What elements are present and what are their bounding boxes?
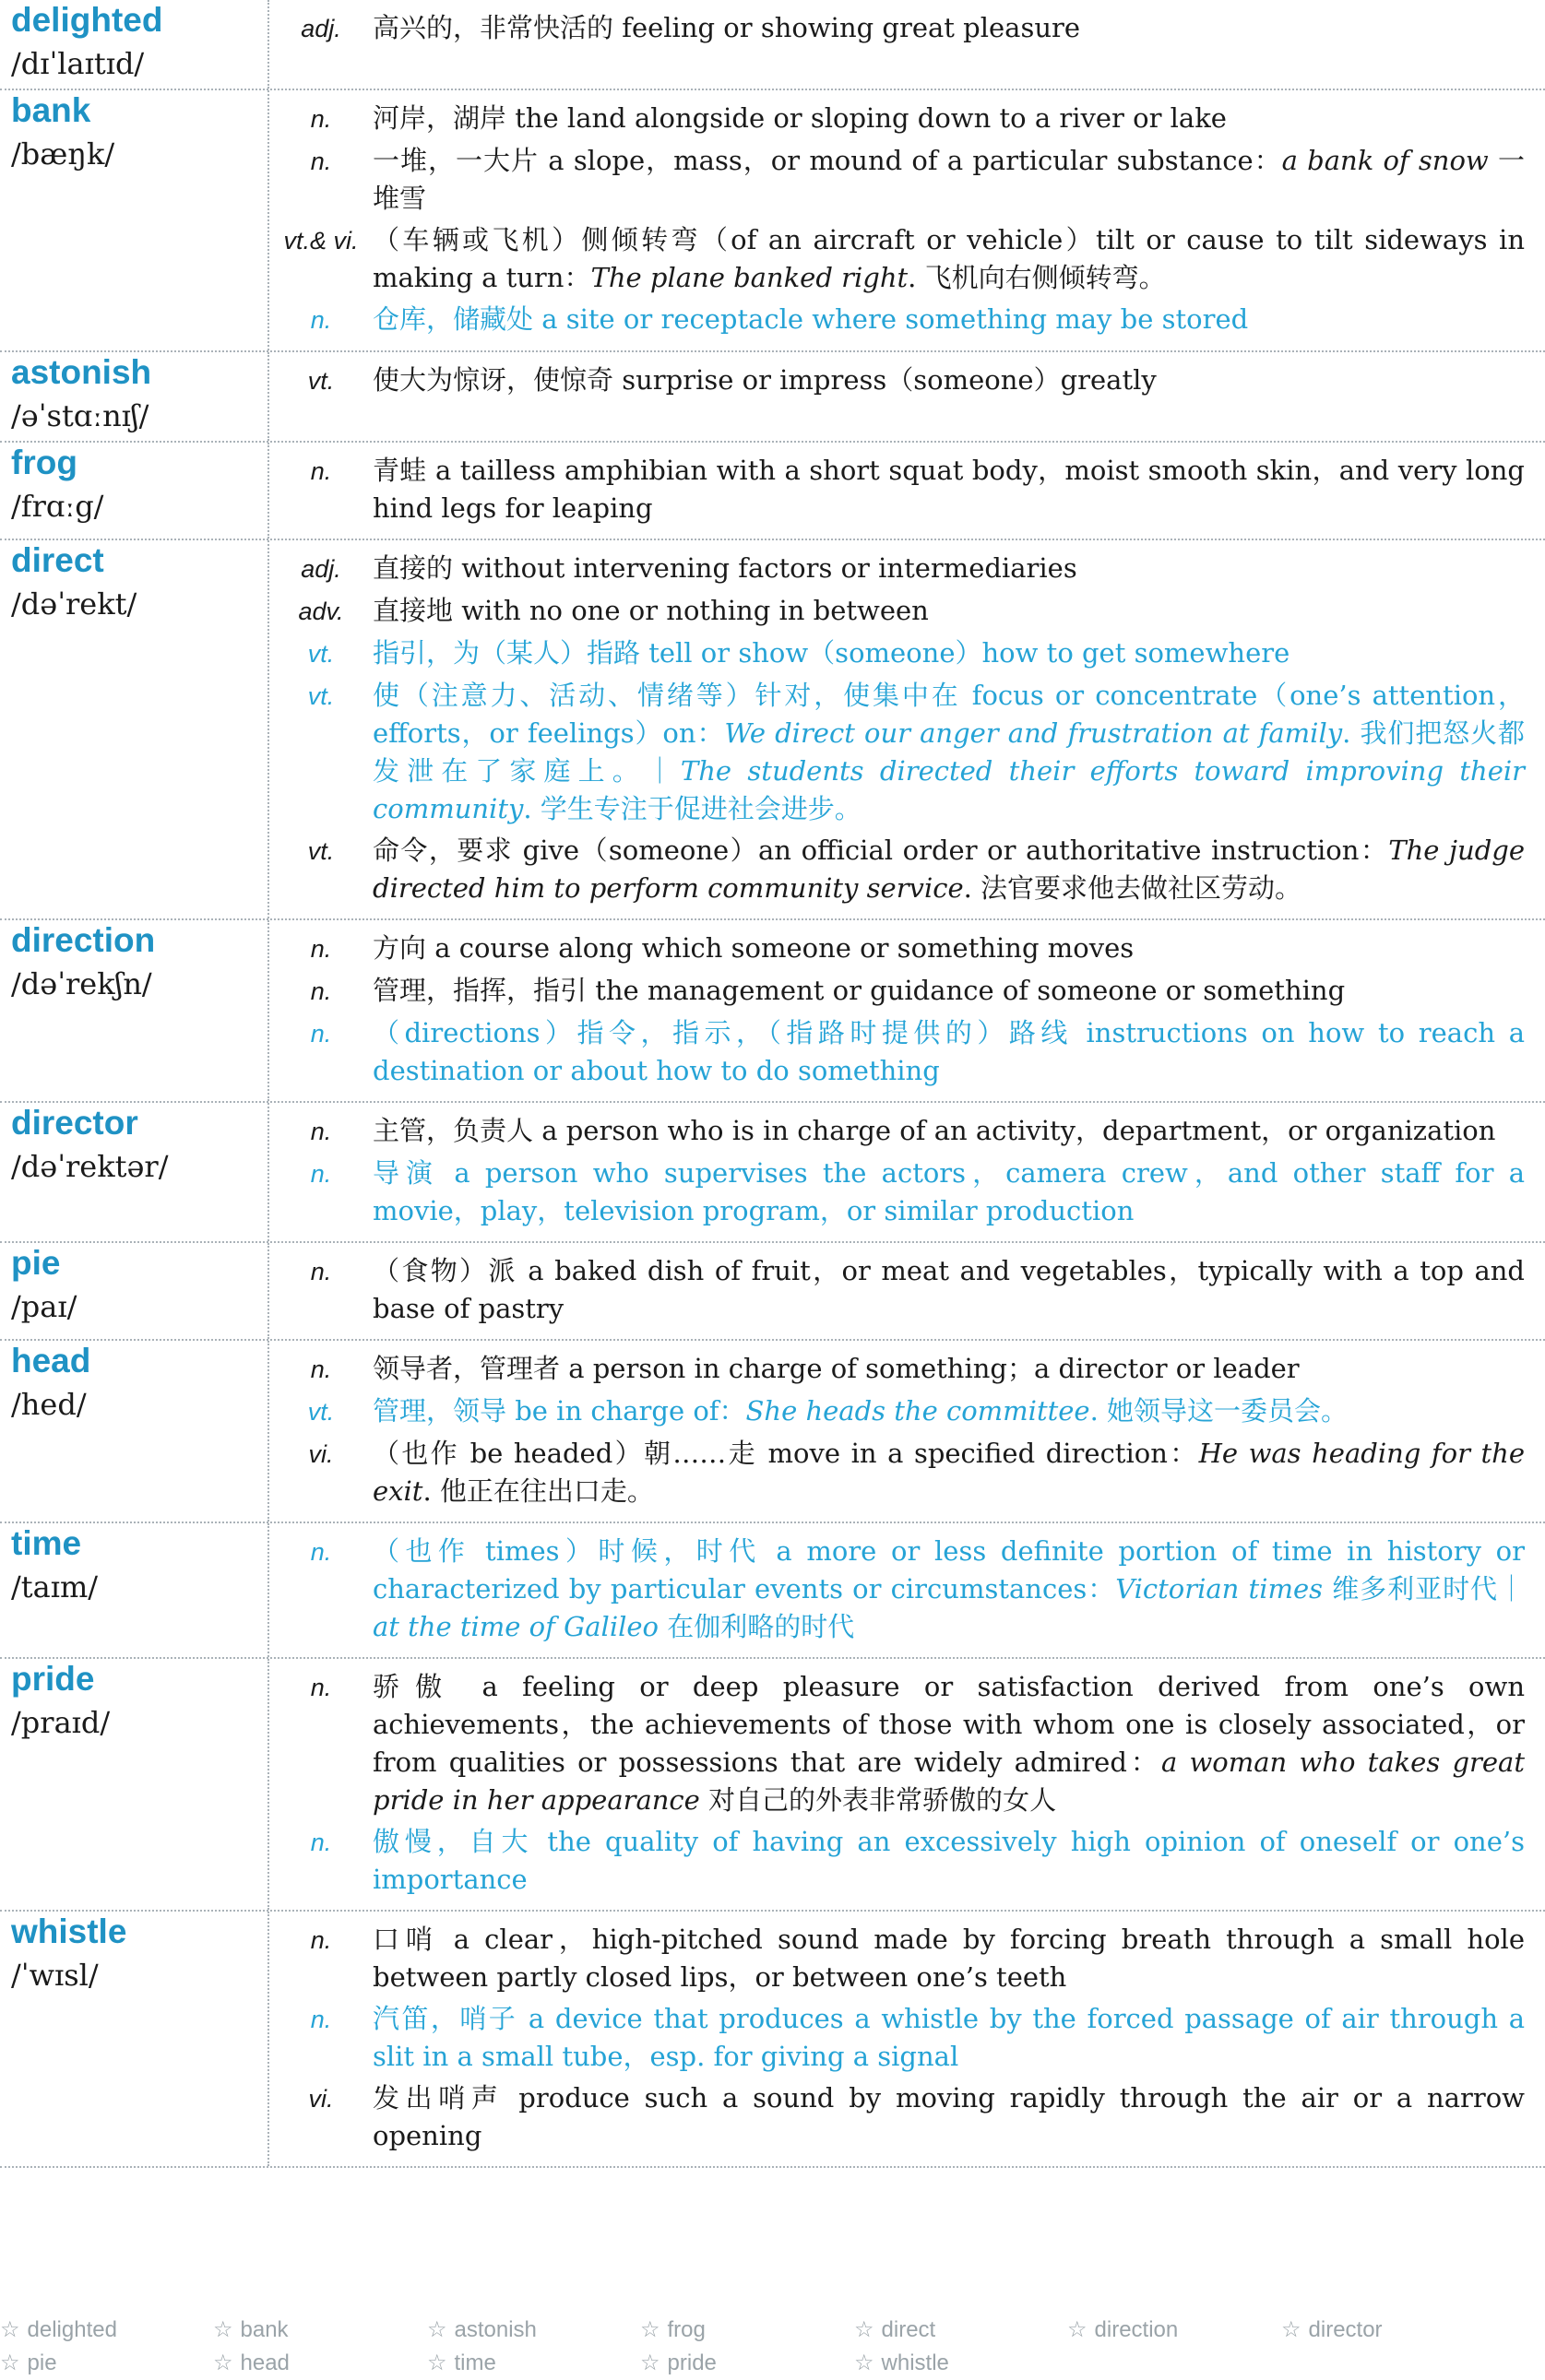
sense bbox=[269, 930, 1525, 968]
headword-column bbox=[0, 1659, 269, 1910]
definition-text: 高兴的，非常快活的 feeling or showing great pleasure bbox=[373, 12, 1081, 43]
definition bbox=[373, 301, 1525, 339]
pronunciation: /taɪm/ bbox=[11, 1569, 99, 1604]
entry-director bbox=[0, 1103, 1545, 1243]
checklist-word: director bbox=[1308, 2317, 1383, 2342]
part-of-speech: n. bbox=[310, 148, 332, 175]
definition-text: 维多利亚时代｜ bbox=[1323, 1573, 1526, 1604]
headword: pride bbox=[11, 1660, 95, 1698]
sense bbox=[269, 221, 1525, 297]
checklist-item-pride[interactable] bbox=[640, 2350, 717, 2376]
definition bbox=[373, 1154, 1525, 1230]
checklist-word: direction bbox=[1094, 2317, 1179, 2342]
senses-column bbox=[269, 1243, 1545, 1339]
definition-text: 方向 a course along which someone or something moves bbox=[373, 932, 1135, 964]
star-icon[interactable]: ☆ bbox=[0, 2317, 20, 2342]
checklist-item-director[interactable] bbox=[1281, 2316, 1383, 2343]
definition-text: 导演 a person who supervises the actors，camera crew，and other staff for a movie，play，television program，or similar production bbox=[373, 1157, 1525, 1226]
definition bbox=[373, 1392, 1525, 1431]
definition-text: 傲慢，自大 the quality of having an excessively high opinion of oneself or one’s importance bbox=[373, 1826, 1525, 1895]
part-of-speech: adj. bbox=[301, 15, 341, 42]
part-of-speech: n. bbox=[310, 2006, 332, 2033]
headword: direct bbox=[11, 541, 104, 579]
definition bbox=[373, 1533, 1525, 1646]
part-of-speech: n. bbox=[310, 935, 332, 963]
part-of-speech: n. bbox=[310, 457, 332, 485]
headword-column bbox=[0, 920, 269, 1101]
headword-column bbox=[0, 1912, 269, 2166]
review-checklist bbox=[0, 2316, 1545, 2380]
sense bbox=[269, 301, 1525, 339]
part-of-speech: adv. bbox=[298, 598, 344, 625]
headword: delighted bbox=[11, 1, 163, 39]
definition-text: 口哨 a clear，high-pitched sound made by forcing breath through a small hole between partly closed lips，or between one’s teeth bbox=[373, 1924, 1525, 1993]
definition-text: （车辆或飞机）侧倾转弯（of an aircraft or vehicle）tilt or cause to tilt sideways in making a turn： bbox=[373, 224, 1525, 293]
definition bbox=[373, 1921, 1525, 1996]
definition-text: 命令，要求 give（someone）an official order or authoritative instruction： bbox=[373, 835, 1389, 866]
sense bbox=[269, 100, 1525, 138]
checklist-item-frog[interactable] bbox=[640, 2316, 706, 2343]
senses-column bbox=[269, 0, 1545, 89]
entry-pride bbox=[0, 1659, 1545, 1912]
definition bbox=[373, 100, 1525, 138]
part-of-speech: vt. bbox=[307, 367, 335, 395]
definition bbox=[373, 2079, 1525, 2155]
entry-frog bbox=[0, 443, 1545, 540]
definition-text: 对自己的外表非常骄傲的女人 bbox=[699, 1784, 1057, 1816]
definition bbox=[373, 1112, 1525, 1151]
senses-column bbox=[269, 352, 1545, 441]
example-sentence: The plane banked right bbox=[590, 262, 909, 293]
part-of-speech: n. bbox=[310, 105, 332, 133]
sense bbox=[269, 550, 1525, 588]
definition bbox=[373, 142, 1525, 218]
headword-column bbox=[0, 443, 269, 539]
definition bbox=[373, 361, 1525, 400]
example-sentence: a bank of snow bbox=[1281, 145, 1489, 176]
checklist-word: pie bbox=[27, 2350, 57, 2375]
pronunciation: /praɪd/ bbox=[11, 1705, 111, 1740]
star-icon[interactable]: ☆ bbox=[854, 2317, 874, 2342]
part-of-speech: n. bbox=[310, 1356, 332, 1383]
part-of-speech: n. bbox=[310, 1118, 332, 1145]
definition-text: 在伽利略的时代 bbox=[659, 1611, 855, 1642]
senses-column bbox=[269, 920, 1545, 1101]
entry-head bbox=[0, 1341, 1545, 1523]
pronunciation: /dɪˈlaɪtɪd/ bbox=[11, 46, 145, 81]
definition-text: 使（注意力、活动、情绪等）针对，使集中在 focus or concentrate（one’s attention，efforts，or feelings）on： bbox=[373, 680, 1525, 749]
star-icon[interactable]: ☆ bbox=[854, 2350, 874, 2375]
definition-text: 仓库，储藏处 a site or receptacle where something may be stored bbox=[373, 303, 1249, 335]
entry-pie bbox=[0, 1243, 1545, 1341]
definition bbox=[373, 1252, 1525, 1328]
definition-text: 青蛙 a tailless amphibian with a short squat body，moist smooth skin，and very long hind legs for leaping bbox=[373, 455, 1525, 524]
senses-column bbox=[269, 90, 1545, 350]
definition-text: . 学生专注于促进社会进步。 bbox=[523, 793, 862, 824]
entry-direct bbox=[0, 540, 1545, 920]
definition-text: 发出哨声 produce such a sound by moving rapidly through the air or a narrow opening bbox=[373, 2082, 1525, 2151]
checklist-word: time bbox=[454, 2350, 496, 2375]
sense bbox=[269, 972, 1525, 1011]
definition-text: . 他正在往出口走。 bbox=[422, 1475, 654, 1507]
sense bbox=[269, 1533, 1525, 1646]
definition bbox=[373, 1668, 1525, 1819]
headword: astonish bbox=[11, 353, 152, 391]
definition-text: （也作 be headed）朝……走 move in a specified direction： bbox=[373, 1438, 1199, 1469]
definition-text: . 我们把怒火都发泄在了家庭上。｜ bbox=[373, 717, 1525, 787]
checklist-word: astonish bbox=[454, 2317, 537, 2342]
definition-text: 主管，负责人 a person who is in charge of an activity，department，or organization bbox=[373, 1115, 1496, 1146]
definition bbox=[373, 1350, 1525, 1389]
definition bbox=[373, 221, 1525, 297]
senses-column bbox=[269, 1523, 1545, 1657]
definition-text: 使大为惊讶，使惊奇 surprise or impress（someone）greatly bbox=[373, 364, 1157, 396]
example-sentence: We direct our anger and frustration at family bbox=[724, 717, 1343, 749]
definition bbox=[373, 550, 1525, 588]
pronunciation: /əˈstɑːnɪʃ/ bbox=[11, 398, 149, 433]
headword: whistle bbox=[11, 1912, 127, 1950]
part-of-speech: n. bbox=[310, 1020, 332, 1048]
pronunciation: /bæŋk/ bbox=[11, 136, 115, 172]
part-of-speech: vi. bbox=[308, 1440, 334, 1468]
definition-text: 一堆，一大片 a slope，mass，or mound of a particular substance： bbox=[373, 145, 1282, 176]
definition bbox=[373, 1823, 1525, 1899]
star-icon[interactable]: ☆ bbox=[427, 2350, 447, 2375]
entry-direction bbox=[0, 920, 1545, 1103]
definition bbox=[373, 832, 1525, 907]
example-sentence: at the time of Galileo bbox=[373, 1611, 659, 1642]
example-sentence: He was heading for the exit bbox=[373, 1438, 1525, 1507]
sense bbox=[269, 1350, 1525, 1389]
part-of-speech: n. bbox=[310, 1829, 332, 1856]
checklist-word: pride bbox=[667, 2350, 717, 2375]
example-sentence: The judge directed him to perform community service bbox=[373, 835, 1526, 904]
definition-text: 管理，领导 be in charge of： bbox=[373, 1395, 746, 1427]
pronunciation: /paɪ/ bbox=[11, 1289, 77, 1324]
senses-column bbox=[269, 540, 1545, 918]
sense bbox=[269, 361, 1525, 400]
entry-astonish bbox=[0, 352, 1545, 443]
definition bbox=[373, 2000, 1525, 2076]
pronunciation: /hed/ bbox=[11, 1387, 87, 1422]
checklist-item-bank[interactable] bbox=[213, 2316, 289, 2343]
part-of-speech: n. bbox=[310, 1674, 332, 1701]
definition bbox=[373, 452, 1525, 527]
headword-column bbox=[0, 1341, 269, 1522]
sense bbox=[269, 1154, 1525, 1230]
sense bbox=[269, 1252, 1525, 1328]
senses-column bbox=[269, 1659, 1545, 1910]
senses-column bbox=[269, 1103, 1545, 1241]
part-of-speech: n. bbox=[310, 1258, 332, 1285]
entry-delighted bbox=[0, 0, 1545, 90]
checklist-word: delighted bbox=[27, 2317, 117, 2342]
part-of-speech: vt. bbox=[307, 1398, 335, 1426]
definition-text: 指引，为（某人）指路 tell or show（someone）how to get somewhere bbox=[373, 637, 1290, 669]
definition-text: 河岸，湖岸 the land alongside or sloping down to a river or lake bbox=[373, 102, 1227, 134]
part-of-speech: vt. bbox=[307, 682, 335, 710]
senses-column bbox=[269, 1912, 1545, 2166]
checklist-word: frog bbox=[667, 2317, 706, 2342]
headword: pie bbox=[11, 1244, 61, 1282]
headword-column bbox=[0, 352, 269, 441]
definition-text: （食物）派 a baked dish of fruit，or meat and vegetables，typically with a top and base of pastry bbox=[373, 1255, 1525, 1324]
headword: bank bbox=[11, 91, 91, 129]
definition bbox=[373, 634, 1525, 673]
headword: director bbox=[11, 1104, 138, 1142]
sense bbox=[269, 1112, 1525, 1151]
checklist-item-head[interactable] bbox=[213, 2350, 290, 2376]
sense bbox=[269, 142, 1525, 218]
definition-text: 汽笛，哨子 a device that produces a whistle by the forced passage of air through a slit in a small tube，esp. for giving a signal bbox=[373, 2003, 1525, 2072]
part-of-speech: n. bbox=[310, 1160, 332, 1188]
checklist-item-pie[interactable] bbox=[0, 2350, 57, 2376]
entry-time bbox=[0, 1523, 1545, 1659]
definition bbox=[373, 677, 1525, 828]
star-icon[interactable]: ☆ bbox=[1067, 2317, 1087, 2342]
definition-text: . 法官要求他去做社区劳动。 bbox=[963, 872, 1302, 904]
part-of-speech: vi. bbox=[308, 2085, 334, 2113]
pronunciation: /dəˈrekʃn/ bbox=[11, 966, 152, 1001]
part-of-speech: vt. bbox=[307, 640, 335, 668]
pronunciation: /dəˈrekt/ bbox=[11, 586, 137, 622]
example-sentence: The students directed their efforts toward improving their community bbox=[373, 755, 1525, 824]
checklist-item-direction[interactable] bbox=[1067, 2316, 1178, 2343]
definition-text: 领导者，管理者 a person in charge of something；a director or leader bbox=[373, 1353, 1300, 1384]
headword-column bbox=[0, 90, 269, 350]
definition-text: . 飞机向右侧倾转弯。 bbox=[908, 262, 1166, 293]
part-of-speech: n. bbox=[310, 1926, 332, 1954]
star-icon[interactable]: ☆ bbox=[213, 2317, 233, 2342]
sense bbox=[269, 592, 1525, 631]
sense bbox=[269, 1823, 1525, 1899]
definition bbox=[373, 592, 1525, 631]
definition bbox=[373, 9, 1525, 48]
definition-text: （也作 times）时候，时代 a more or less definite portion of time in history or characterized by particular events or circumstances： bbox=[373, 1535, 1525, 1604]
entry-bank bbox=[0, 90, 1545, 352]
sense bbox=[269, 1435, 1525, 1510]
definition-text: 一堆雪 bbox=[373, 145, 1525, 214]
star-icon[interactable]: ☆ bbox=[213, 2350, 233, 2375]
definition-text: 直接的 without intervening factors or intermediaries bbox=[373, 552, 1077, 584]
entry-whistle bbox=[0, 1912, 1545, 2168]
checklist-item-whistle[interactable] bbox=[854, 2350, 949, 2376]
star-icon[interactable]: ☆ bbox=[1281, 2317, 1301, 2342]
senses-column bbox=[269, 1341, 1545, 1522]
sense bbox=[269, 1921, 1525, 1996]
headword: head bbox=[11, 1342, 91, 1379]
definition-text: . 她领导这一委员会。 bbox=[1089, 1395, 1349, 1427]
star-icon[interactable]: ☆ bbox=[640, 2317, 660, 2342]
pronunciation: /frɑːg/ bbox=[11, 489, 104, 524]
star-icon[interactable]: ☆ bbox=[427, 2317, 447, 2342]
sense bbox=[269, 634, 1525, 673]
part-of-speech: n. bbox=[310, 1538, 332, 1566]
senses-column bbox=[269, 443, 1545, 539]
pronunciation: /ˈwɪsl/ bbox=[11, 1958, 99, 1993]
headword: time bbox=[11, 1524, 82, 1562]
sense bbox=[269, 2079, 1525, 2155]
headword-column bbox=[0, 1523, 269, 1657]
star-icon[interactable]: ☆ bbox=[0, 2350, 20, 2375]
sense bbox=[269, 677, 1525, 828]
headword: frog bbox=[11, 444, 77, 481]
sense bbox=[269, 832, 1525, 907]
sense bbox=[269, 452, 1525, 527]
definition bbox=[373, 972, 1525, 1011]
checklist-word: head bbox=[240, 2350, 290, 2375]
sense bbox=[269, 9, 1525, 48]
sense bbox=[269, 1668, 1525, 1819]
part-of-speech: adj. bbox=[301, 555, 341, 583]
part-of-speech: n. bbox=[310, 977, 332, 1005]
sense bbox=[269, 1392, 1525, 1431]
checklist-word: bank bbox=[240, 2317, 289, 2342]
star-icon[interactable]: ☆ bbox=[640, 2350, 660, 2375]
definition-text: 直接地 with no one or nothing in between bbox=[373, 595, 929, 626]
headword-column bbox=[0, 1243, 269, 1339]
headword: direction bbox=[11, 921, 156, 959]
pronunciation: /dəˈrektər/ bbox=[11, 1149, 169, 1184]
definition-text: 管理，指挥，指引 the management or guidance of someone or something bbox=[373, 975, 1346, 1006]
headword-column bbox=[0, 0, 269, 89]
checklist-item-direct[interactable] bbox=[854, 2316, 935, 2343]
part-of-speech: vt. bbox=[307, 837, 335, 865]
definition bbox=[373, 1014, 1525, 1090]
example-sentence: a woman who takes great pride in her appearance bbox=[373, 1747, 1525, 1816]
headword-column bbox=[0, 540, 269, 918]
sense bbox=[269, 2000, 1525, 2076]
checklist-item-time[interactable] bbox=[427, 2350, 496, 2376]
part-of-speech: n. bbox=[310, 306, 332, 334]
example-sentence: She heads the committee bbox=[745, 1395, 1090, 1427]
definition bbox=[373, 930, 1525, 968]
checklist-word: direct bbox=[881, 2317, 936, 2342]
checklist-item-delighted[interactable] bbox=[0, 2316, 117, 2343]
definition bbox=[373, 1435, 1525, 1510]
headword-column bbox=[0, 1103, 269, 1241]
checklist-word: whistle bbox=[881, 2350, 949, 2375]
definition-text: （directions）指令，指示，（指路时提供的）路线 instructions on how to reach a destination or about how to do something bbox=[373, 1017, 1525, 1086]
definition-text: 骄傲 a feeling or deep pleasure or satisfaction derived from one’s own achievements，the achievements of those with whom one is closely associated，or from qualities or possessions that are widely admired： bbox=[373, 1671, 1525, 1778]
checklist-item-astonish[interactable] bbox=[427, 2316, 537, 2343]
sense bbox=[269, 1014, 1525, 1090]
example-sentence: Victorian times bbox=[1115, 1573, 1324, 1604]
part-of-speech: vt.& vi. bbox=[283, 227, 359, 255]
